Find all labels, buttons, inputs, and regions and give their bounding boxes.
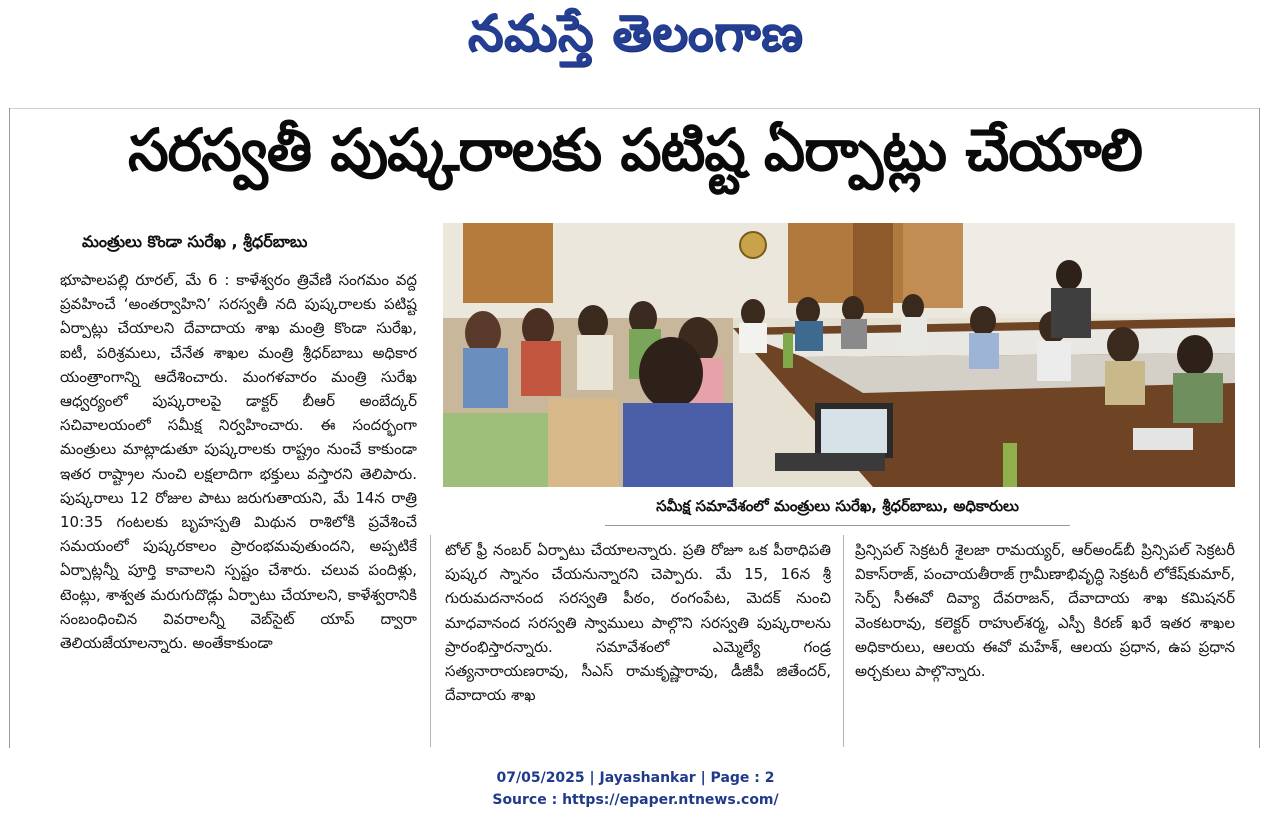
column-divider-1 [430,535,431,747]
masthead-logo: నమస్తే తెలంగాణ [467,4,804,62]
right-border [1259,108,1260,748]
article-headline: సరస్వతీ పుష్కరాలకు పటిష్ట ఏర్పాట్లు చేయాలి [127,116,1143,184]
edition-info: 07/05/2025 | Jayashankar | Page : 2 [496,770,775,786]
article-column-2: టోల్‌ ఫ్రీ నంబర్‌ ఏర్పాటు చేయాలన్నారు. ప్రతి రోజూ ఒక పీఠాధిపతి పుష్కర స్నానం చేయనున్నారని చెప్పారు. మే 15, 16న శ్రీ గురుమదనానంద సరస్వతి పీఠం, రంగంపేట, మెదక్‌ నుంచి మాధవానంద సరస్వతి స్వాములు పాల్గొని సరస్వతి పుష్కరాలను ప్రారంభిస్తారన్నారు. సమావేశంలో ఎమ్మెల్యే గండ్ర సత్యనారాయణరావు, సీఎస్‌ రామకృష్ణారావు, డీజీపీ జితేందర్‌, దేవాదాయ శాఖ [445,541,831,705]
source-link[interactable]: Source : https://epaper.ntnews.com/ [492,792,779,808]
meeting-photo [443,223,1235,487]
top-divider [9,108,1260,109]
photo-caption: సమీక్ష సమావేశంలో మంత్రులు సురేఖ, శ్రీధర్‌బాబు, అధికారులు [605,497,1070,526]
column-divider-2 [843,535,844,747]
left-border [9,108,10,748]
article-column-1: భూపాలపల్లి రూరల్‌, మే 6 : కాళేశ్వరం త్రివేణి సంగమం వద్ద ప్రవహించే ‘అంతర్వాహిని’ సరస్వతీ నది పుష్కరాలకు పటిష్ట ఏర్పాట్లు చేయాలని దేవాదాయ శాఖ మంత్రి కొండా సురేఖ, ఐటీ, పరిశ్రమలు, చేనేత శాఖల మంత్రి శ్రీధర్‌బాబు అధికార యంత్రాంగాన్ని ఆదేశించారు. మంగళవారం మంత్రి సురేఖ ఆధ్వర్యంలో పుష్కరాలపై డాక్టర్‌ బీఆర్‌ అంబేద్కర్‌ సచివాలయంలో సమీక్ష నిర్వహించారు. ఈ సందర్భంగా మంత్రులు మాట్లాడుతూ పుష్కరాలకు రాష్ట్రం నుంచే కాకుండా ఇతర రాష్ట్రాల నుంచి లక్షలాదిగా భక్తులు వస్తారని తెలిపారు. పుష్కరాలు 12 రోజుల పాటు జరుగుతాయని, మే 14న రాత్రి 10:35 గంటలకు బృహస్పతి మిథున రాశిలోకి ప్రవేశించే సమయంలో పుష్కరకాలం ప్రారంభమవుతుందని, అప్పటికే ఏర్పాట్లన్నీ పూర్తి కావాలని స్పష్టం చేశారు. చలువ పందిళ్లు, టెంట్లు, శాశ్వత మరుగుదొడ్లు ఏర్పాటు చేయాలని, కాళేశ్వరానికి సంబంధించిన వివరాలన్నీ వెబ్‌సైట్‌ యాప్‌ ద్వారా తెలియజేయాలన్నారు. అంతేకాకుండా [60,271,417,653]
article-byline: మంత్రులు కొండా సురేఖ , శ్రీధర్‌బాబు [82,232,308,251]
article-column-3: ప్రిన్సిపల్‌ సెక్రటరీ శైలజా రామయ్యర్‌, ఆర్‌అండ్‌బీ ప్రిన్సిపల్‌ సెక్రటరీ వికాస్‌రాజ్‌, పంచాయతీరాజ్‌ గ్రామీణాభివృద్ధి సెక్రటరీ లోకేష్‌కుమార్‌, సెర్ప్‌ సీఈవో దివ్యా దేవరాజన్‌, దేవాదాయ శాఖ కమిషనర్‌ వెంకటరావు, కలెక్టర్‌ రాహుల్‌శర్మ, ఎస్పీ కిరణ్‌ ఖరే ఇతర శాఖల అధికారులు, ఆలయ ఈవో మహేశ్‌, ఆలయ ప్రధాన, ఉప ప్రధాన అర్చకులు పాల్గొన్నారు. [855,541,1235,681]
